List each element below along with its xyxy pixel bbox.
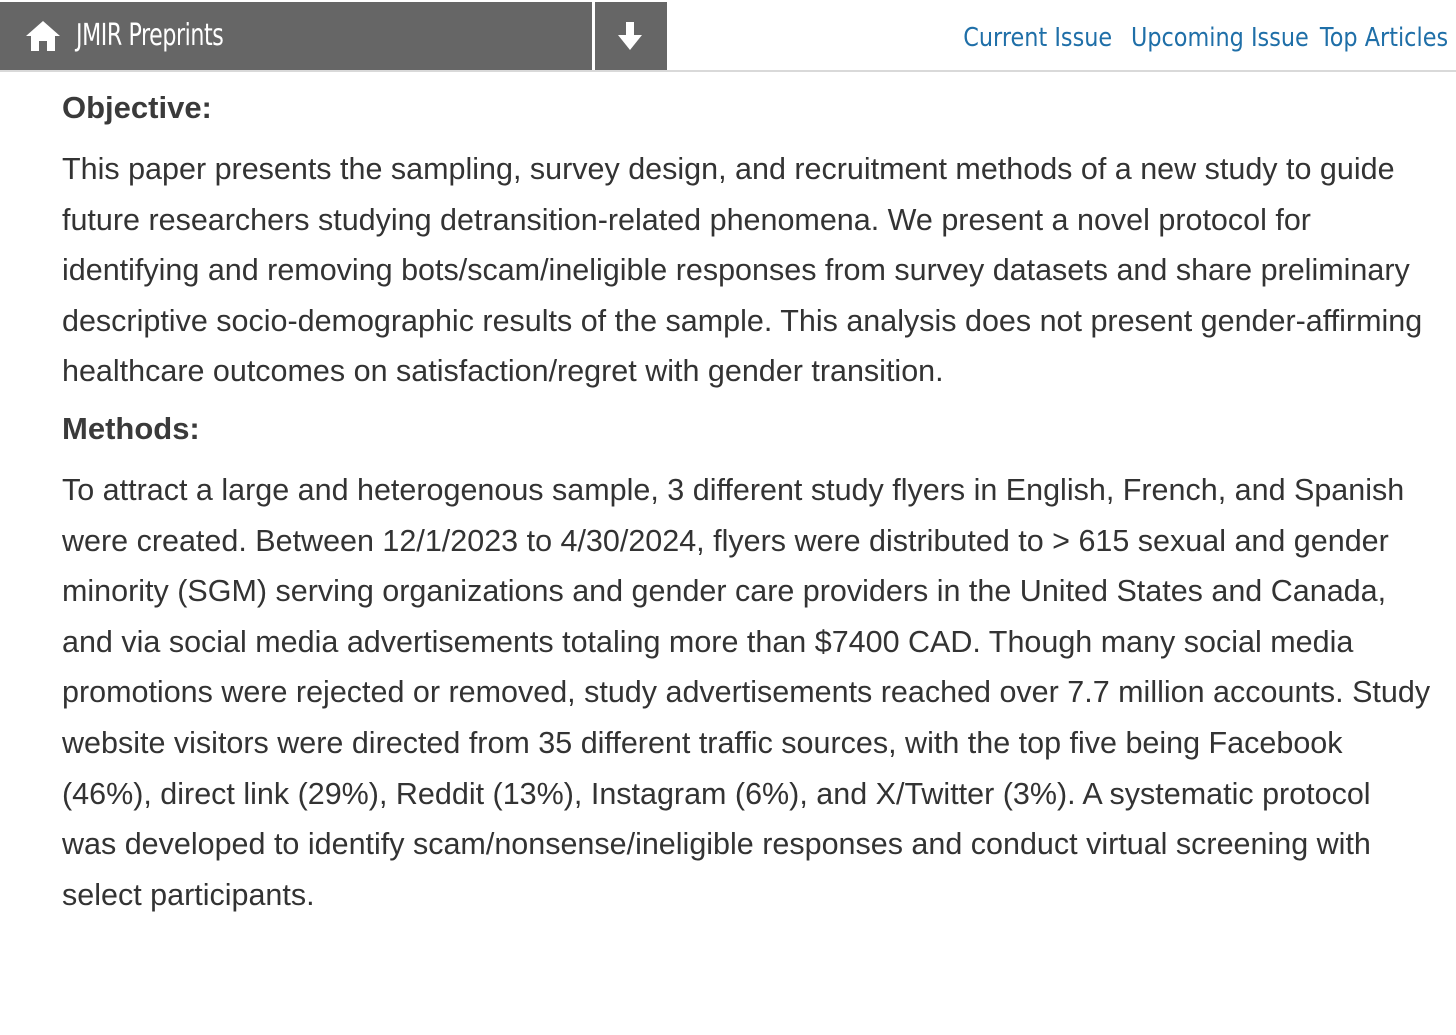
abstract-content (62, 88, 1432, 920)
nav-link-top-articles[interactable]: Top Articles (1319, 23, 1448, 53)
top-navigation-bar (0, 0, 1456, 72)
nav-link-upcoming-issue[interactable]: Upcoming Issue (1131, 23, 1309, 53)
home-icon (24, 19, 62, 53)
methods-heading: Methods: (62, 410, 200, 446)
objective-heading: Objective: (62, 90, 212, 125)
brand-title: JMIR Preprints (76, 18, 224, 53)
objective-text: This paper presents the sampling, survey design, and recruitment methods of a new study to guide future researchers studying detransition-related phenomena. We present a novel protocol for identifying and removing bots/scam/ineligible responses from survey datasets and share preliminary descriptive socio-demographic results of the sample. This analysis does not present gender-affirming healthcare outcomes on satisfaction/regret with gender transition. (62, 152, 1423, 389)
download-arrow-icon (616, 20, 644, 52)
download-button[interactable] (595, 2, 667, 70)
methods-text: To attract a large and heterogenous sample, 3 different study flyers in English, French, and Spanish were created. Between 12/1/2023 to 4/30/2024, flyers were distributed to > 615 sexual and gender minority (SGM) serving organizations and gender care providers in the United States and Canada, and via social media advertisements totaling more than $7400 CAD. Though many social media promotions were rejected or removed, study advertisements reached over 7.7 million accounts. Study website visitors were directed from 35 different traffic sources, with the top five being Facebook (46%), direct link (29%), Reddit (13%), Instagram (6%), and X/Twitter (3%). A systematic protocol was developed to identify scam/nonsense/ineligible responses and conduct virtual screening with select participants. (62, 472, 1431, 912)
nav-link-current-issue[interactable]: Current Issue (963, 23, 1113, 53)
issue-navigation (939, 22, 1448, 54)
home-brand-button[interactable] (0, 2, 592, 70)
